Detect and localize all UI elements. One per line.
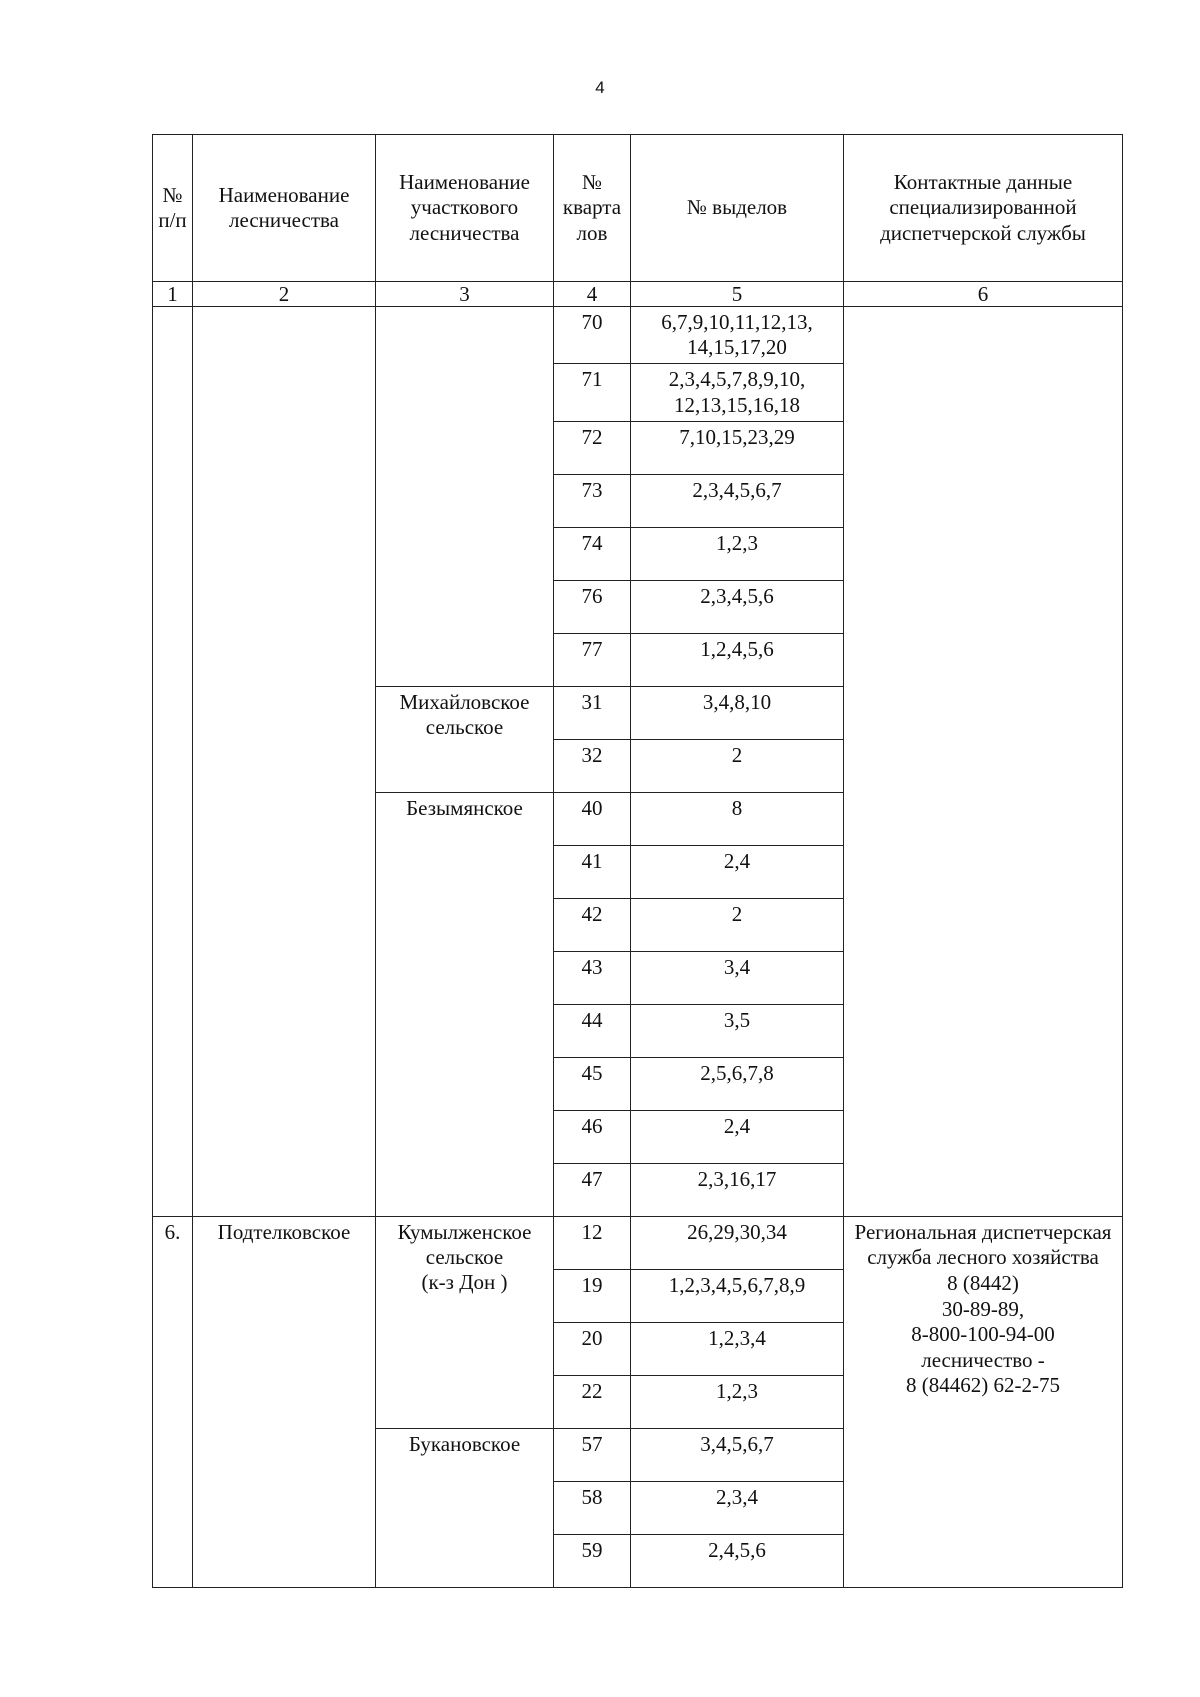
quarter-cell: 44 [554,1004,631,1057]
plots-cell: 2,3,16,17 [631,1163,844,1216]
plots-cell: 1,2,4,5,6 [631,633,844,686]
contact-forestry-phone: 8 (84462) 62-2-75 [906,1373,1060,1398]
plots-cell: 6,7,9,10,11,12,13, 14,15,17,20 [631,307,844,364]
quarter-cell: 46 [554,1110,631,1163]
quarter-cell: 31 [554,686,631,739]
quarter-cell: 58 [554,1481,631,1534]
column-number-row [153,282,1123,307]
plots-cell: 2,3,4,5,6,7 [631,474,844,527]
column-number: 3 [376,282,554,307]
forestry-name: Подтелковское [193,1216,376,1587]
district-bukanovskoe: Букановское [376,1428,554,1587]
contact-forestry-label: лесничество - [921,1347,1045,1372]
quarter-cell: 41 [554,845,631,898]
plots-cell: 7,10,15,23,29 [631,421,844,474]
plots-cell: 3,5 [631,1004,844,1057]
plots-cell: 3,4,8,10 [631,686,844,739]
page-number: 4 [595,78,605,97]
plots-cell: 2,4 [631,1110,844,1163]
quarter-cell: 47 [554,1163,631,1216]
header-num: № п/п [153,135,193,282]
column-number: 5 [631,282,844,307]
column-number: 1 [153,282,193,307]
header-forestry: Наименование лесничества [193,135,376,282]
plots-cell: 2,4,5,6 [631,1534,844,1587]
quarter-cell: 73 [554,474,631,527]
district-mikhaylovskoe: Михайловское сельское [376,686,554,792]
plots-cell: 1,2,3,4 [631,1322,844,1375]
district-bezymyanskoe: Безымянское [376,792,554,1216]
plots-cell: 2,3,4,5,6 [631,580,844,633]
quarter-cell: 74 [554,527,631,580]
contact-hotline: 8-800-100-94-00 [911,1322,1055,1347]
quarter-cell: 42 [554,898,631,951]
quarter-cell: 59 [554,1534,631,1587]
plots-cell: 2,5,6,7,8 [631,1057,844,1110]
column-number: 2 [193,282,376,307]
contacts-cell [844,307,1123,1217]
forest-table [152,134,1123,1588]
header-row [153,135,1123,282]
quarter-cell: 20 [554,1322,631,1375]
district-kumylzhenskoe-line2: (к-з Дон ) [421,1270,508,1295]
quarter-cell: 72 [554,421,631,474]
quarter-cell: 32 [554,739,631,792]
column-number: 6 [844,282,1123,307]
quarter-cell: 76 [554,580,631,633]
plots-cell: 2,3,4,5,7,8,9,10, 12,13,15,16,18 [631,364,844,421]
table-row [153,307,1123,364]
plots-cell: 2,3,4 [631,1481,844,1534]
quarter-cell: 22 [554,1375,631,1428]
quarter-cell: 19 [554,1269,631,1322]
group-number: 6. [153,1216,193,1587]
district-kumylzhenskoe [376,1216,554,1428]
quarter-cell: 40 [554,792,631,845]
quarter-cell: 43 [554,951,631,1004]
plots-cell: 1,2,3 [631,1375,844,1428]
quarter-cell: 12 [554,1216,631,1269]
contact-service: Региональная диспетчерская служба лесного хозяйства [854,1219,1112,1270]
quarter-cell: 71 [554,364,631,421]
header-plots: № выделов [631,135,844,282]
contact-phone: 30-89-89, [941,1296,1025,1321]
forestry-cell [193,307,376,1217]
num-cell [153,307,193,1217]
quarter-cell: 70 [554,307,631,364]
district-kumylzhenskoe-line1: Кумылженское сельское [397,1219,532,1269]
header-quarters: № кварта лов [554,135,631,282]
plots-cell: 8 [631,792,844,845]
district-cell [376,307,554,687]
plots-cell: 26,29,30,34 [631,1216,844,1269]
quarter-cell: 45 [554,1057,631,1110]
column-number: 4 [554,282,631,307]
header-contacts: Контактные данные специализированной диспетчерской службы [844,135,1123,282]
plots-cell: 2 [631,739,844,792]
header-district: Наименование участкового лесничества [376,135,554,282]
quarter-cell: 57 [554,1428,631,1481]
quarter-cell: 77 [554,633,631,686]
contacts-info [844,1216,1123,1587]
plots-cell: 3,4,5,6,7 [631,1428,844,1481]
plots-cell: 1,2,3 [631,527,844,580]
plots-cell: 1,2,3,4,5,6,7,8,9 [631,1269,844,1322]
plots-cell: 2 [631,898,844,951]
plots-cell: 3,4 [631,951,844,1004]
contact-phone-code: 8 (8442) [947,1270,1019,1295]
table-row [153,1216,1123,1269]
plots-cell: 2,4 [631,845,844,898]
